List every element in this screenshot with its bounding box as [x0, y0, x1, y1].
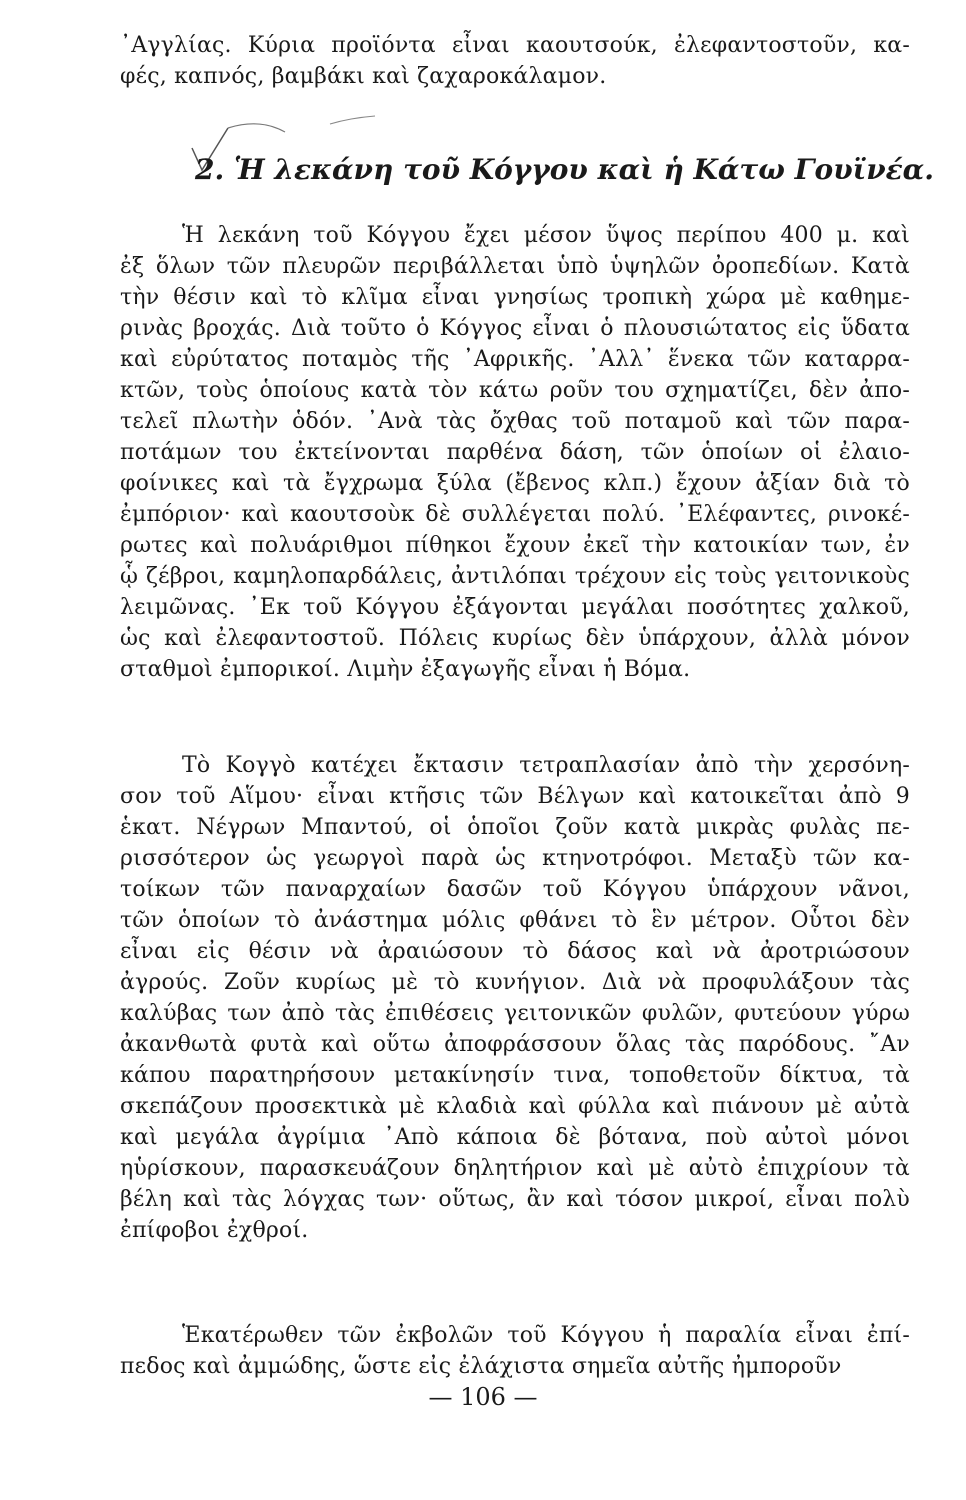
paragraph3-line: πεδος καὶ ἀμμώδης, ὥστε εἰς ἐλάχιστα σημεῖα αὐτῆς ἠμποροῦν	[120, 1354, 842, 1379]
paragraph1-line: ἐξ ὅλων τῶν πλευρῶν περιβάλλεται ὑπὸ ὑψηλῶν ὀροπεδίων. Κατὰ	[120, 254, 910, 279]
paragraph2-line: Τὸ Κογγὸ κατέχει ἔκτασιν τετραπλασίαν ἀπὸ τὴν χερσόνη-	[182, 753, 910, 778]
paragraph2-line: σον τοῦ Αἵμου· εἶναι κτῆσις τῶν Βέλγων καὶ κατοικεῖται ἀπὸ 9	[120, 784, 910, 809]
paragraph1-line: ὡς καὶ ἐλεφαντοστοῦ. Πόλεις κυρίως δὲν ὑπάρχουν, ἀλλὰ μόνον	[120, 626, 910, 651]
paragraph3-line: Ἑκατέρωθεν τῶν ἐκβολῶν τοῦ Κόγγου ἡ παραλία εἶναι ἐπί-	[182, 1323, 910, 1348]
intro-text	[120, 30, 910, 92]
intro-line-2: φές, καπνός, βαμβάκι καὶ ζαχαροκάλαμον.	[120, 64, 607, 89]
paragraph1-line: τὴν θέσιν καὶ τὸ κλῖμα εἶναι γνησίως τροπικὴ χώρα μὲ καθημε-	[120, 285, 910, 310]
paragraph2-line: καλύβας των ἀπὸ τὰς ἐπιθέσεις γειτονικῶν φυλῶν, φυτεύουν γύρω	[120, 1001, 910, 1026]
paragraph2-line: βέλη καὶ τὰς λόγχας των· οὕτως, ἂν καὶ τόσον μικροί, εἶναι πολὺ	[120, 1187, 910, 1212]
paragraph1-line: Ἡ λεκάνη τοῦ Κόγγου ἔχει μέσον ὕψος περίπου 400 μ. καὶ	[182, 223, 910, 248]
paragraph2-line: καὶ μεγάλα ἀγρίμια ᾿Απὸ κάποια δὲ βότανα, ποὺ αὐτοὶ μόνοι	[120, 1125, 910, 1150]
paragraph1-line: ρινὰς βροχάς. Διὰ τοῦτο ὁ Κόγγος εἶναι ὁ πλουσιώτατος εἰς ὕδατα	[120, 316, 910, 341]
paragraph2-line: ἀγρούς. Ζοῦν κυρίως μὲ τὸ κυνήγιον. Διὰ νὰ προφυλάξουν τὰς	[120, 970, 910, 995]
paragraph2-line: ἐπίφοβοι ἐχθροί.	[120, 1218, 309, 1243]
paragraph1-line: ἐμπόριον· καὶ καουτσοὺκ δὲ συλλέγεται πολύ. ᾿Ελέφαντες, ρινοκέ-	[120, 502, 910, 527]
paragraph1-line: φοίνικες καὶ τὰ ἔγχρωμα ξύλα (ἔβενος κλπ.) ἔχουν ἀξίαν διὰ τὸ	[120, 471, 910, 496]
paragraph2-line: ρισσότερον ὡς γεωργοὶ παρὰ ὡς κτηνοτρόφοι. Μεταξὺ τῶν κα-	[120, 846, 910, 871]
paragraph2-line: ηὑρίσκουν, παρασκευάζουν δηλητήριον καὶ μὲ αὐτὸ ἐπιχρίουν τὰ	[120, 1156, 910, 1181]
paragraph2-line: σκεπάζουν προσεκτικὰ μὲ κλαδιὰ καὶ φύλλα καὶ πιάνουν μὲ αὐτὰ	[120, 1094, 910, 1119]
paragraph1-line: σταθμοὶ ἐμπορικοί. Λιμὴν ἐξαγωγῆς εἶναι ἡ Βόμα.	[120, 657, 691, 682]
section-heading: 2. Ἡ λεκάνη τοῦ Κόγγου καὶ ἡ Κάτω Γουϊνέα.	[195, 153, 934, 186]
paragraph2-line: τῶν ὁποίων τὸ ἀνάστημα μόλις φθάνει τὸ ἓν μέτρον. Οὗτοι δὲν	[120, 908, 910, 933]
paragraph1-line: τελεῖ πλωτὴν ὁδόν. ᾿Ανὰ τὰς ὄχθας τοῦ ποταμοῦ καὶ τῶν παρα-	[120, 409, 910, 434]
paragraph1-line: καὶ εὐρύτατος ποταμὸς τῆς ᾿Αφρικῆς. ᾿Αλλ᾿ ἕνεκα τῶν καταρρα-	[120, 347, 910, 372]
page-number: — 106 —	[428, 1383, 538, 1411]
intro-line-1: ᾿Αγγλίας. Κύρια προϊόντα εἶναι καουτσούκ, ἐλεφαντοστοῦν, κα-	[120, 33, 910, 58]
paragraph-1	[120, 220, 910, 685]
paragraph2-line: εἶναι εἰς θέσιν νὰ ἀραιώσουν τὸ δάσος καὶ νὰ ἀροτριώσουν	[120, 939, 910, 964]
paragraph1-line: κτῶν, τοὺς ὁποίους κατὰ τὸν κάτω ροῦν του σχηματίζει, δὲν ἀπο-	[120, 378, 910, 403]
paragraph2-line: κάπου παρατηρήσουν μετακίνησίν τινα, τοποθετοῦν δίκτυα, τὰ	[120, 1063, 910, 1088]
paragraph-3	[120, 1320, 910, 1382]
paragraph1-line: ποτάμων του ἐκτείνονται παρθένα δάση, τῶν ὁποίων οἱ ἐλαιο-	[120, 440, 910, 465]
paragraph1-line: ρωτες καὶ πολυάριθμοι πίθηκοι ἔχουν ἐκεῖ τὴν κατοικίαν των, ἐν	[120, 533, 910, 558]
paragraph1-line: λειμῶνας. ᾿Εκ τοῦ Κόγγου ἐξάγονται μεγάλαι ποσότητες χαλκοῦ,	[120, 595, 910, 620]
paragraph2-line: ἀκανθωτὰ φυτὰ καὶ οὕτω ἀποφράσσουν ὅλας τὰς παρόδους. ῎Αν	[120, 1032, 910, 1057]
paragraph-2	[120, 750, 910, 1246]
paragraph1-line: ᾧ ζέβροι, καμηλοπαρδάλεις, ἀντιλόπαι τρέχουν εἰς τοὺς γειτονικοὺς	[120, 564, 910, 589]
paragraph2-line: τοίκων τῶν παναρχαίων δασῶν τοῦ Κόγγου ὑπάρχουν νᾶνοι,	[120, 877, 910, 902]
paragraph2-line: ἑκατ. Νέγρων Μπαντού, οἱ ὁποῖοι ζοῦν κατὰ μικρὰς φυλὰς πε-	[120, 815, 910, 840]
